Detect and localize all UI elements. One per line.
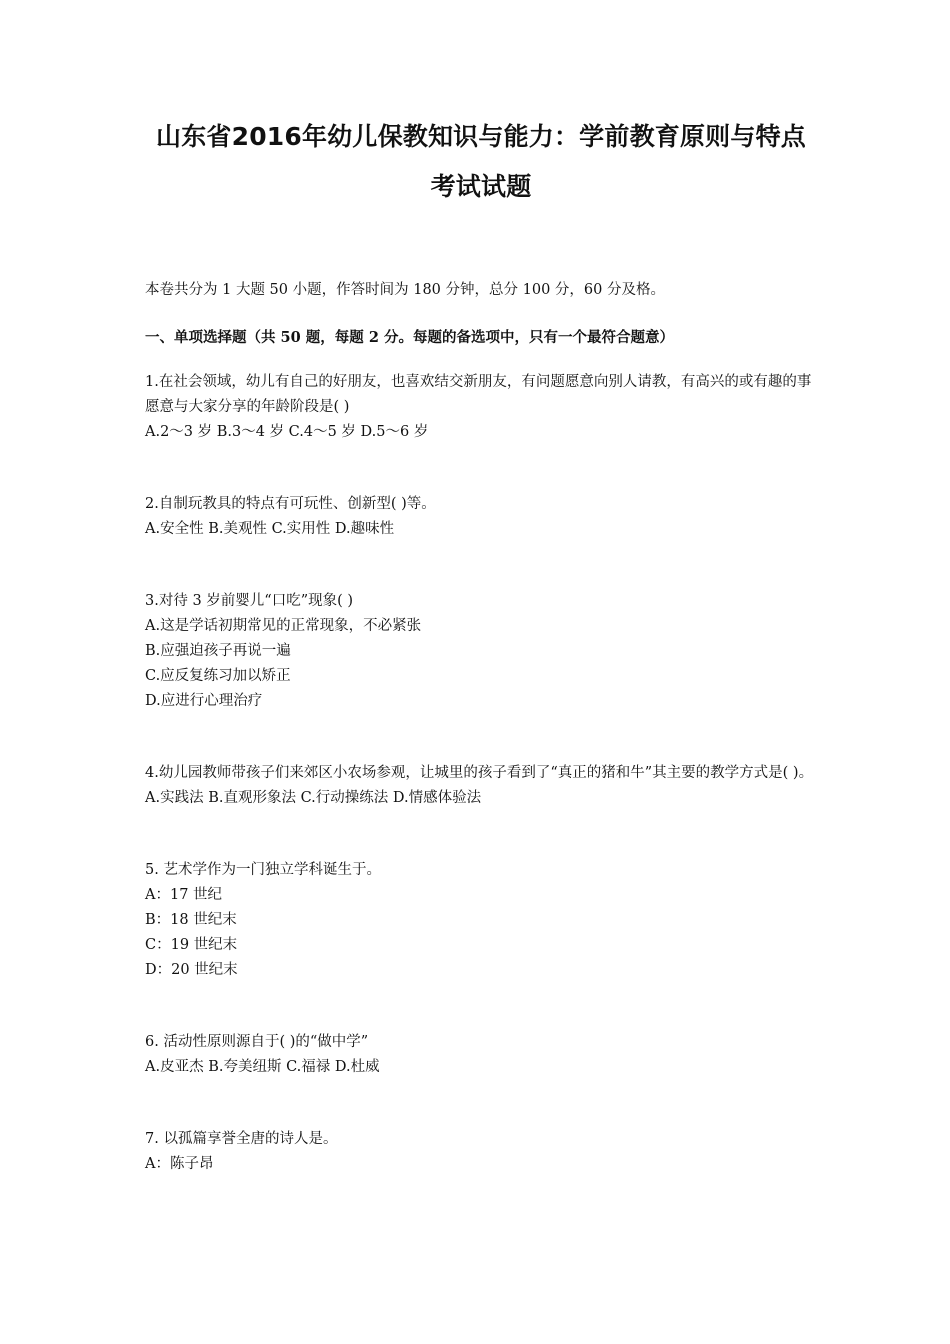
question-options: A.2～3 岁 B.3～4 岁 C.4～5 岁 D.5～6 岁 — [145, 424, 429, 440]
question-stem: 4.幼儿园教师带孩子们来郊区小农场参观，让城里的孩子看到了“真正的猪和牛”其主要的教学方式是( )。 — [145, 765, 814, 781]
question-options: A.实践法 B.直观形象法 C.行动操练法 D.情感体验法 — [145, 790, 482, 806]
question-options: C.应反复练习加以矫正 — [145, 668, 291, 684]
question-options: D.应进行心理治疗 — [145, 693, 263, 709]
question-options: B.应强迫孩子再说一遍 — [145, 643, 291, 659]
question-stem: 5. 艺术学作为一门独立学科诞生于。 — [145, 862, 381, 878]
question-item — [145, 492, 817, 542]
question-stem: 2.自制玩教具的特点有可玩性、创新型( )等。 — [145, 496, 436, 512]
exam-intro: 本卷共分为 1 大题 50 小题，作答时间为 180 分钟，总分 100 分，60 分及格。 — [145, 282, 665, 298]
question-list — [145, 370, 817, 1177]
document-page — [145, 112, 817, 1177]
document-title — [145, 112, 817, 212]
question-item — [145, 761, 817, 811]
question-item — [145, 858, 817, 983]
question-options: A.这是学话初期常见的正常现象，不必紧张 — [145, 618, 422, 634]
question-item — [145, 1127, 817, 1177]
question-stem: 6. 活动性原则源自于( )的“做中学” — [145, 1034, 369, 1050]
question-options: A.皮亚杰 B.夸美纽斯 C.福禄 D.杜威 — [145, 1059, 380, 1075]
question-item — [145, 370, 817, 445]
question-stem: 3.对待 3 岁前婴儿“口吃”现象( ) — [145, 593, 354, 609]
question-stem: 1.在社会领域，幼儿有自己的好朋友，也喜欢结交新朋友，有问题愿意向别人请教，有高兴的或有趣的事愿意与大家分享的年龄阶段是( ) — [145, 374, 812, 415]
title-line-2: 考试试题 — [430, 172, 532, 201]
question-item — [145, 1030, 817, 1080]
title-line-1: 山东省2016年幼儿保教知识与能力：学前教育原则与特点 — [156, 122, 806, 151]
question-options: A.安全性 B.美观性 C.实用性 D.趣味性 — [145, 521, 395, 537]
question-item — [145, 589, 817, 714]
question-options: D：20 世纪末 — [145, 962, 238, 978]
question-options: A：17 世纪 — [145, 887, 223, 903]
question-options: C：19 世纪末 — [145, 937, 238, 953]
question-options: B：18 世纪末 — [145, 912, 237, 928]
section-heading: 一、单项选择题（共 50 题，每题 2 分。每题的备选项中，只有一个最符合题意） — [145, 329, 674, 346]
question-options: A：陈子昂 — [145, 1156, 214, 1172]
question-stem: 7. 以孤篇享誉全唐的诗人是。 — [145, 1131, 338, 1147]
